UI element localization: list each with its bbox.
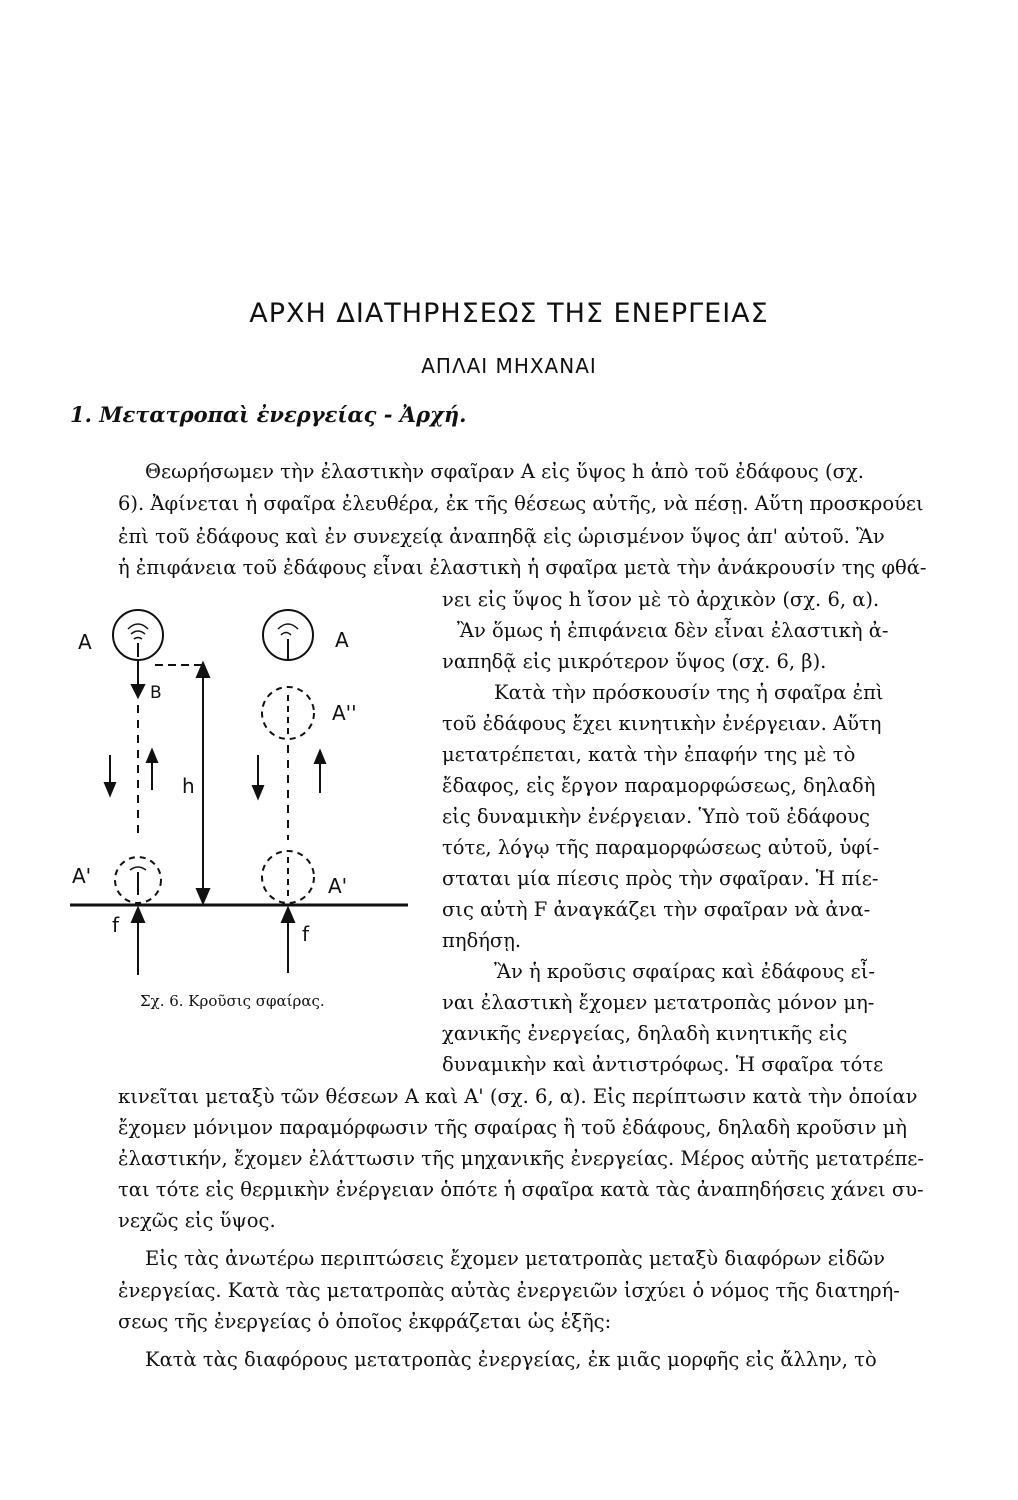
text-line: ἡ ἐπιφάνεια τοῦ ἐδάφους εἶναι ἐλαστικὴ ἡ σφαῖρα μετὰ τὴν ἀνάκρουσίν της φθά-	[118, 556, 927, 579]
text-line: κινεῖται μεταξὺ τῶν θέσεων Α καὶ Α' (σχ. 6, α). Εἰς περίπτωσιν κατὰ τὴν ὁποίαν	[118, 1085, 918, 1108]
text-line: ἐλαστικήν, ἔχομεν ἐλάττωσιν τῆς μηχανικῆς ἐνεργείας. Μέρος αὐτῆς μετατρέπε-	[118, 1147, 924, 1170]
text-line: ἐνεργείας. Κατὰ τὰς μετατροπὰς αὐτὰς ἐνεργειῶν ἰσχύει ὁ νόμος τῆς διατηρή-	[118, 1279, 900, 1302]
text-line: ναι ἐλαστικὴ ἔχομεν μετατροπὰς μόνον μη-	[442, 991, 875, 1014]
page-title: ΑΡΧΗ ΔΙΑΤΗΡΗΣΕΩΣ ΤΗΣ ΕΝΕΡΓΕΙΑΣ	[249, 298, 769, 329]
text-line: χανικῆς ἐνεργείας, δηλαδὴ κινητικῆς εἰς	[442, 1022, 848, 1045]
text-line: ται τότε εἰς θερμικὴν ἐνέργειαν ὁπότε ἡ σφαῖρα κατὰ τὰς ἀναπηδήσεις χάνει συ-	[118, 1178, 924, 1201]
label-A-right: A	[335, 628, 349, 652]
label-A-left: A	[78, 630, 92, 654]
label-f-left: f	[112, 913, 120, 937]
text-line: σταται μία πίεσις πρὸς τὴν σφαῖραν. Ἡ πίε-	[442, 867, 879, 890]
label-A-prime-left: A'	[72, 864, 92, 888]
text-line: τοῦ ἐδάφους ἔχει κινητικὴν ἐνέργειαν. Αὕτη	[442, 712, 882, 735]
text-line: ἔδαφος, εἰς ἔργον παραμορφώσεως, δηλαδὴ	[442, 774, 876, 797]
text-line: ἔχομεν μόνιμον παραμόρφωσιν τῆς σφαίρας ἢ τοῦ ἐδάφους, δηλαδὴ κροῦσιν μὴ	[118, 1116, 907, 1139]
figure-caption: Σχ. 6. Κροῦσις σφαίρας.	[140, 992, 325, 1010]
text-line: εἰς δυναμικὴν ἐνέργειαν. Ὑπὸ τοῦ ἐδάφους	[442, 805, 870, 828]
text-line: Κατὰ τὴν πρόσκουσίν της ἡ σφαῖρα ἐπὶ	[494, 681, 884, 704]
label-f-right: f	[302, 922, 310, 946]
text-line: νεχῶς εἰς ὕψος.	[118, 1209, 276, 1232]
text-line: 6). Ἀφίνεται ἡ σφαῖρα ἐλευθέρα, ἐκ τῆς θέσεως αὐτῆς, νὰ πέσῃ. Αὕτη προσκρούει	[118, 492, 924, 515]
label-A-double-prime: A''	[332, 701, 357, 725]
label-h: h	[182, 774, 195, 798]
text-line: ναπηδᾷ εἰς μικρότερον ὕψος (σχ. 6, β).	[442, 650, 827, 673]
text-line: Θεωρήσωμεν τὴν ἐλαστικὴν σφαῖραν Α εἰς ὕψος h ἀπὸ τοῦ ἐδάφους (σχ.	[145, 460, 864, 483]
text-line: μετατρέπεται, κατὰ τὴν ἐπαφήν της μὲ τὸ	[442, 743, 856, 766]
text-line: σεως τῆς ἐνεργείας ὁ ὁποῖος ἐκφράζεται ὡς ἑξῆς:	[118, 1310, 612, 1333]
text-line: δυναμικὴν καὶ ἀντιστρόφως. Ἡ σφαῖρα τότε	[442, 1053, 884, 1076]
text-line: τότε, λόγῳ τῆς παραμορφώσεως αὐτοῦ, ὑφί-	[442, 836, 880, 859]
label-B: B	[150, 683, 162, 703]
figure-ball-collision	[70, 595, 420, 1005]
text-line: Εἰς τὰς ἀνωτέρω περιπτώσεις ἔχομεν μετατροπὰς μεταξὺ διαφόρων εἰδῶν	[145, 1247, 885, 1270]
section-heading: 1. Μετατροπαὶ ἐνεργείας - Ἀρχή.	[70, 402, 467, 427]
text-line: νει εἰς ὕψος h ἴσον μὲ τὸ ἀρχικὸν (σχ. 6, α).	[442, 588, 880, 611]
text-line: πηδήσῃ.	[442, 929, 522, 952]
page-subtitle: ΑΠΛΑΙ ΜΗΧΑΝΑΙ	[421, 354, 597, 378]
text-line: Ἂν ἡ κροῦσις σφαίρας καὶ ἐδάφους εἶ-	[494, 960, 876, 983]
text-line: ἐπὶ τοῦ ἐδάφους καὶ ἐν συνεχείᾳ ἀναπηδᾷ εἰς ὡρισμένον ὕψος ἀπ' αὐτοῦ. Ἂν	[118, 525, 885, 548]
label-A-prime-right: A'	[328, 874, 348, 898]
text-line: Ἂν ὅμως ἡ ἐπιφάνεια δὲν εἶναι ἐλαστικὴ ἀ-	[457, 619, 889, 642]
text-line: Κατὰ τὰς διαφόρους μετατροπὰς ἐνεργείας, ἐκ μιᾶς μορφῆς εἰς ἄλλην, τὸ	[145, 1348, 877, 1371]
text-line: σις αὐτὴ F ἀναγκάζει τὴν σφαῖραν νὰ ἀνα-	[442, 898, 871, 921]
